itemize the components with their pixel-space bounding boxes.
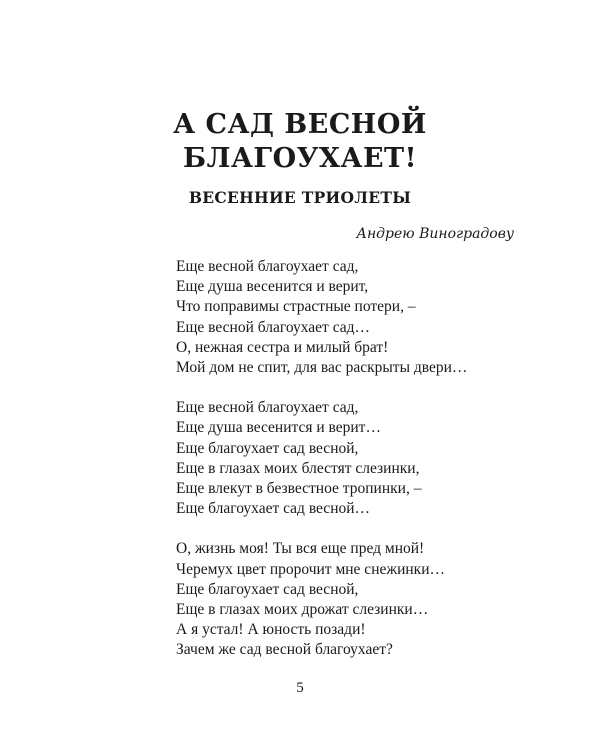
poem-line: Еще в глазах моих дрожат слезинки… xyxy=(176,601,429,619)
dedication: Андрею Виноградову xyxy=(356,226,514,242)
poem-line: Еще душа весенится и верит… xyxy=(176,419,381,437)
poem xyxy=(176,257,467,661)
poem-line: А я устал! А юность позади! xyxy=(176,621,366,639)
poem-line: Еще влекут в безвестное тропинки, – xyxy=(176,480,422,498)
stanza-1 xyxy=(176,257,467,378)
poem-line: Еще душа весенится и верит, xyxy=(176,278,369,296)
title-line-1: А САД ВЕСНОЙ xyxy=(173,109,427,140)
title-line-2: БЛАГОУХАЕТ! xyxy=(183,143,417,174)
poem-line: О, нежная сестра и милый брат! xyxy=(176,338,389,356)
poem-line: Еще благоухает сад весной… xyxy=(176,500,371,518)
section-subtitle: ВЕСЕННИЕ ТРИОЛЕТЫ xyxy=(188,188,412,207)
poem-line: Еще весной благоухает сад, xyxy=(176,258,359,275)
poem-line: Зачем же сад весной благоухает? xyxy=(176,641,393,659)
stanza-3 xyxy=(176,539,467,660)
poem-line: Черемух цвет пророчит мне снежинки… xyxy=(176,560,445,578)
stanza-2 xyxy=(176,398,467,519)
poem-line: О, жизнь моя! Ты вся еще пред мной! xyxy=(176,540,425,558)
poem-line: Еще в глазах моих блестят слезинки, xyxy=(176,459,420,477)
page-number: 5 xyxy=(296,680,304,696)
poem-line: Мой дом не спит, для вас раскрыты двери… xyxy=(176,359,468,377)
poem-line: Еще весной благоухает сад… xyxy=(176,318,371,336)
poem-line: Еще благоухает сад весной, xyxy=(176,580,359,598)
page-title xyxy=(0,108,600,176)
poem-line: Что поправимы страстные потери, – xyxy=(176,298,416,316)
poem-line: Еще благоухает сад весной, xyxy=(176,439,359,457)
poem-line: Еще весной благоухает сад, xyxy=(176,399,359,417)
